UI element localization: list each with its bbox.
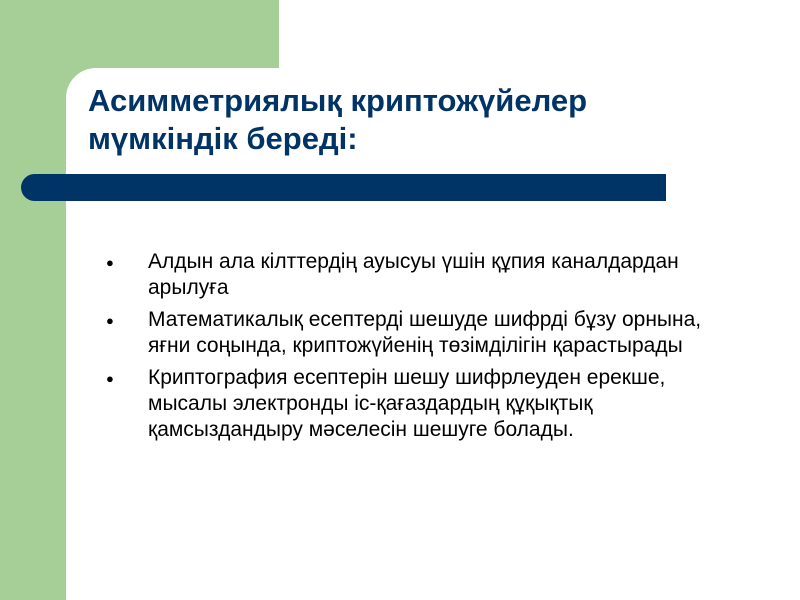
bullet-text: Алдын ала кілттердің ауысуы үшін құпия каналдардан арылуға: [148, 250, 679, 299]
bullet-dot-icon: ●: [106, 313, 114, 328]
bullet-item: [104, 307, 704, 359]
title-underline-bar: [21, 174, 666, 201]
bullet-dot-icon: ●: [106, 255, 114, 270]
bullet-item: [104, 249, 704, 301]
bullet-list: [104, 249, 704, 449]
bullet-dot-icon: ●: [106, 371, 114, 386]
slide-title: Асимметриялық криптожүйелер мүмкіндік береді:: [88, 83, 588, 156]
bullet-item: [104, 365, 704, 443]
bullet-text: Математикалық есептерді шешуде шифрді бұзу орнына, яғни соңында, криптожүйенің төзімділігін қарастырады: [148, 308, 702, 357]
bullet-text: Криптография есептерін шешу шифрлеуден ерекше, мысалы электронды іс-қағаздардың құқықтық қамсыздандыру мәселесін шешуге болады.: [148, 366, 666, 441]
